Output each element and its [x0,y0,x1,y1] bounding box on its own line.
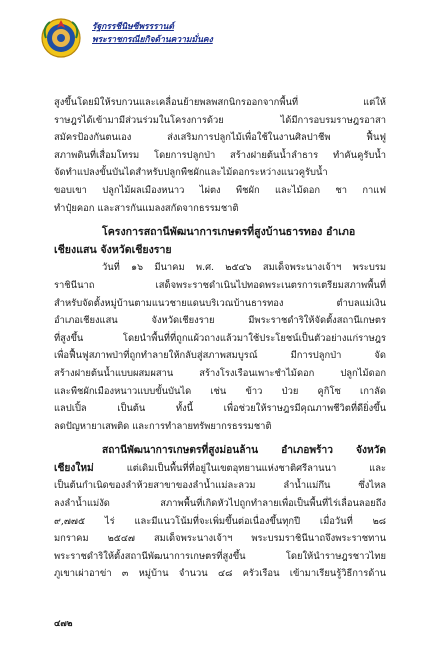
text-line: มกราคม ๒๕๔๗ สมเด็จพระนางเจ้าฯ พระบรมราชินีนาถจึงพระราชทาน [54,533,386,545]
page-number: ๔๗๒ [54,619,73,629]
text-line: สูงขึ้นโดยมิให้รบกวนและเคลื่อนย้ายพลพสกนิกรออกจากพื้นที่ แต่ให้ [54,97,386,108]
text-line: จัดทำแปลงขั้นบันไดสำหรับปลูกพืชผักและไม้ดอกระหว่างแนวคูรับน้ำ [54,167,328,179]
page-body [54,94,386,583]
text-line: สร้างฝายต้นน้ำแบบผสมผสาน สร้างโรงเรือนเพาะชำไม้ดอก ปลูกไม้ดอก [54,367,386,379]
section-heading-thanthong [54,224,386,259]
text-line: แลปเปิ้ล เป็นต้น ทั้งนี้ เพื่อช่วยให้ราษฎรมีคุณภาพชีวิตที่ดียิ่งขึ้น [54,403,386,415]
paragraph-thanthong [54,259,386,435]
text-line: วันที่ ๑๖ มีนาคม พ.ศ. ๒๕๔๖ สมเด็จพระนางเจ้าฯ พระบรม [102,262,386,274]
header-subtitle: พระราชกรณียกิจด้านความมั่นคง [92,35,213,45]
text-line: ทำปุ๋ยคอก และสารกันแมลงสกัดจากธรรมชาติ [54,202,239,214]
text-line: ภูเขาเผ่าอาข่า ๓ หมู่บ้าน จำนวน ๔๘ ครัวเรือน เข้ามาเรียนรู้วิธีการด้าน [54,568,386,580]
text-segment: แต่เดิมเป็นพื้นที่ที่อยู่ในเขตอุทยานแห่งชาติศรีลานนา และ [93,462,386,474]
text-line: และพืชผักเมืองหนาวแบบขั้นบันได เช่น ข้าว ป่วย คูกิโซ เกาลัด [54,385,386,397]
text-line: ราษฎรได้เข้ามามีส่วนร่วมในโครงการด้วย ได้มีการอบรมราษฎรอาสา [54,114,386,126]
heading-line: สถานีพัฒนาการเกษตรที่สูงม่อนล้าน อำเภอพร้าว จังหวัด [102,444,386,457]
text-line: พระราชดำริให้ตั้งสถานีพัฒนาการเกษตรที่สูงขึ้น โดยให้นำราษฎรชาวไทย [54,550,386,562]
text-line: ๙,๗๗๕ ไร่ และมีแนวโน้มที่จะเพิ่มขึ้นต่อเนื่องขึ้นทุกปี เมื่อวันที่ ๒๘ [54,515,386,527]
text-line: ที่สูงขึ้น โดยนำพื้นที่ที่ถูกแผ้วถางแล้วมาใช้ประโยชน์เป็นตัวอย่างแก่ราษฎร [54,332,386,344]
royal-emblem-logo [40,14,82,60]
header-title: รัฐกรรชีนิษซีพรรรานต์ [92,22,174,32]
page-header [40,14,400,60]
text-line: เพื่อฟื้นฟูสภาพป่าที่ถูกทำลายให้กลับสู่สภาพสมบูรณ์ มีการปลูกป่า จัด [54,350,386,362]
text-line: เป็นต้นกำเนิดของลำห้วยสาขาของลำน้ำแม่ละลวม ลำน้ำแม่กึน ซึ่งไหล [54,480,386,492]
text-line [54,460,386,478]
heading-line: โครงการสถานีพัฒนาการเกษตรที่สูงบ้านธารทอง อำเภอ [102,226,356,239]
heading-line: เชียงแสน จังหวัดเชียงราย [54,243,172,256]
heading-province: เชียงใหม่ [54,461,94,474]
text-line: ขอบเขา ปลูกไม้ผลเมืองหนาว ไผ่ตง พืชผัก และไม้ดอก ชา กาแฟ [54,184,386,196]
section-heading-monlan [54,442,386,460]
text-line: สำหรับจัดตั้งหมู่บ้านตามแนวชายแดนบริเวณบ้านธารทอง ตำบลแม่เงิน [54,297,386,309]
text-line: ลงลำน้ำแม่งัด สภาพพื้นที่เกิดหัวไปถูกทำลายเพื่อเป็นพื้นที่ไร่เลื่อนลอยถึง [54,498,386,510]
text-line: อำเภอเชียงแสน จังหวัดเชียงราย มีพระราชดำริให้จัดตั้งสถานีเกษตร [54,315,386,327]
paragraph-monlan [54,442,386,583]
text-line: ราชินีนาถ เสด็จพระราชดำเนินไปทอดพระเนตรการเตรียมสภาพพื้นที่ [54,279,386,291]
text-line: สมัครป้องกันตนเอง ส่งเสริมการปลูกไม้เพื่อใช้ในงานศิลปาชีพ ฟื้นฟู [54,132,386,144]
text-line: ลดปัญหายาเสพติด และการทำลายทรัพยากรธรรมชาติ [54,420,272,432]
text-line: สภาพดินที่เสื่อมโทรม โดยการปลูกป่า สร้างฝายต้นน้ำลำธาร ทำคันคูรับน้ำ [54,149,386,161]
paragraph-continued [54,94,386,217]
